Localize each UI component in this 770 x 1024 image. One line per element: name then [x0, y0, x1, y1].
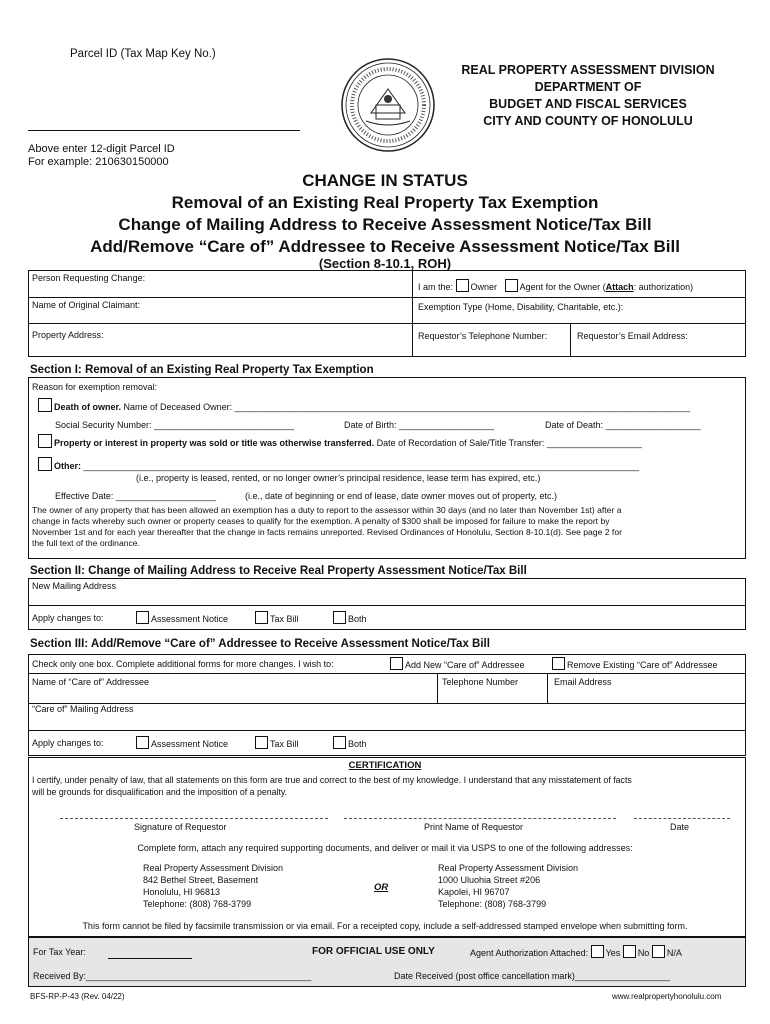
budget-fiscal: BUDGET AND FISCAL SERVICES — [489, 97, 687, 111]
reason-label: Reason for exemption removal: — [32, 382, 158, 392]
city-county: CITY AND COUNTY OF HONOLULU — [483, 114, 693, 128]
ssn-field[interactable]: Social Security Number: ____________________________ — [55, 420, 295, 430]
s3-both-label: Both — [348, 739, 367, 749]
effective-date-example: (i.e., date of beginning or end of lease, date owner moves out of property, etc.) — [245, 491, 558, 501]
care-of-phone-label: Telephone Number — [442, 677, 519, 687]
signature-label: Signature of Requestor — [134, 822, 227, 832]
property-address-label: Property Address: — [32, 330, 104, 340]
care-of-name-label: Name of “Care of” Addressee — [32, 677, 150, 687]
original-claimant-label: Name of Original Claimant: — [32, 300, 141, 310]
tax-year-field[interactable] — [108, 958, 192, 959]
s2-assessment-label: Assessment Notice — [151, 614, 229, 624]
tax-year-label: For Tax Year: — [33, 947, 86, 957]
new-mailing-address-label: New Mailing Address — [32, 581, 117, 591]
s2-both-checkbox[interactable] — [333, 611, 346, 624]
agent-checkbox[interactable] — [505, 279, 518, 292]
care-of-email-label: Email Address — [554, 677, 612, 687]
check-one-label: Check only one box. Complete additional forms for more changes. I wish to: — [32, 659, 334, 669]
address-kapolei: Real Property Assessment Division 1000 Uluohia Street #206 Kapolei, HI 96707 Telephone: (808) 768-3799 — [438, 863, 579, 909]
requestor-phone-label: Requestor’s Telephone Number: — [418, 331, 548, 341]
form-subtitle-3: Add/Remove “Care of” Addressee to Receive Assessment Notice/Tax Bill — [90, 237, 680, 256]
other-row: Other: _______________________________________________________________________________________________________________ — [38, 457, 639, 471]
sold-row: Property or interest in property was sold or title was otherwise transferred. Date of Recordation of Sale/Title Transfer: ___________________ — [38, 434, 642, 448]
remove-care-of-label: Remove Existing “Care of” Addressee — [567, 660, 718, 670]
add-care-of-checkbox[interactable] — [390, 657, 403, 670]
section-1-heading: Section I: Removal of an Existing Real Property Tax Exemption — [30, 364, 374, 376]
apply-changes-label: Apply changes to: — [32, 613, 104, 623]
or-label: OR — [374, 882, 389, 893]
exemption-type-label: Exemption Type (Home, Disability, Charitable, etc.): — [418, 302, 624, 312]
form-subtitle-2: Change of Mailing Address to Receive Assessment Notice/Tax Bill — [118, 215, 652, 234]
signature-line[interactable] — [60, 818, 328, 819]
official-use-label: FOR OFFICIAL USE ONLY — [312, 946, 435, 957]
division-name: REAL PROPERTY ASSESSMENT DIVISION — [461, 63, 715, 77]
s3-taxbill-checkbox[interactable] — [255, 736, 268, 749]
website-url[interactable]: www.realpropertyhonolulu.com — [612, 992, 722, 1001]
dod-field[interactable]: Date of Death: ___________________ — [545, 420, 701, 430]
s3-apply-label: Apply changes to: — [32, 738, 104, 748]
parcel-id-label: Parcel ID (Tax Map Key No.) — [70, 48, 216, 60]
parcel-id-note: Above enter 12-digit Parcel ID — [28, 143, 175, 155]
complete-form-text: Complete form, attach any required supporting documents, and deliver or mail it via USPS to one of the following addresses: — [137, 843, 633, 853]
iam-the-label: I am the: Owner Agent for the Owner (Attach: authorization) — [418, 279, 693, 292]
form-subtitle-1: Removal of an Existing Real Property Tax Exemption — [171, 193, 599, 212]
s2-taxbill-checkbox[interactable] — [255, 611, 268, 624]
certification-heading: CERTIFICATION — [348, 760, 422, 771]
s2-taxbill-label: Tax Bill — [270, 614, 299, 624]
received-by-field[interactable]: Received By:_____________________________________________ — [33, 971, 312, 981]
s2-assessment-checkbox[interactable] — [136, 611, 149, 624]
city-seal-icon — [338, 55, 438, 155]
death-checkbox[interactable] — [38, 398, 52, 412]
certification-text: I certify, under penalty of law, that all statements on this form are true and correct to the best of my knowledge. I understand that any misstatement of facts will be grounds for disqualification and the imposition of a penalty. — [32, 775, 632, 797]
auth-na-checkbox[interactable] — [652, 945, 665, 958]
agent-auth-row: Agent Authorization Attached: Yes No N/A — [470, 945, 682, 958]
auth-no-checkbox[interactable] — [623, 945, 636, 958]
no-fax-notice: This form cannot be filed by facsimile transmission or via email. For a receipted copy, include a self-addressed stamped envelope when submitting form. — [82, 921, 688, 931]
s2-both-label: Both — [348, 614, 367, 624]
sold-checkbox[interactable] — [38, 434, 52, 448]
section-3-heading: Section III: Add/Remove “Care of” Addressee to Receive Assessment Notice/Tax Bill — [30, 638, 490, 650]
s3-both-checkbox[interactable] — [333, 736, 346, 749]
owner-label: Owner — [470, 282, 498, 292]
parcel-id-example: For example: 210630150000 — [28, 156, 169, 168]
s3-assessment-label: Assessment Notice — [151, 739, 229, 749]
address-honolulu: Real Property Assessment Division 842 Bethel Street, Basement Honolulu, HI 96813 Telephone: (808) 768-3799 — [143, 863, 284, 909]
print-name-label: Print Name of Requestor — [424, 822, 524, 832]
person-requesting-label: Person Requesting Change: — [32, 273, 146, 283]
effective-date-field[interactable]: Effective Date: ____________________ — [55, 491, 216, 501]
add-care-of-label: Add New “Care of” Addressee — [405, 660, 525, 670]
care-of-mailing-label: “Care of” Mailing Address — [32, 704, 134, 714]
print-name-line[interactable] — [344, 818, 616, 819]
s3-taxbill-label: Tax Bill — [270, 739, 299, 749]
date-line[interactable] — [634, 818, 730, 819]
death-row: Death of owner. Name of Deceased Owner: ___________________________________________________________________________________________ — [38, 398, 690, 412]
date-label: Date — [670, 822, 690, 832]
dob-field[interactable]: Date of Birth: ___________________ — [344, 420, 495, 430]
other-example: (i.e., property is leased, rented, or no longer owner’s principal residence, lease term has expired, etc.) — [136, 473, 541, 483]
section-2-heading: Section II: Change of Mailing Address to Receive Real Property Assessment Notice/Tax Bill — [30, 565, 527, 577]
requestor-email-label: Requestor’s Email Address: — [577, 331, 688, 341]
remove-care-of-checkbox[interactable] — [552, 657, 565, 670]
section-reference: (Section 8-10.1, ROH) — [318, 256, 452, 271]
attach-label: Attach — [605, 282, 634, 292]
auth-yes-checkbox[interactable] — [591, 945, 604, 958]
department-of: DEPARTMENT OF — [534, 80, 642, 94]
duty-paragraph: The owner of any property that has been allowed an exemption has a duty to report to the assessor within 30 days (and no later than November 1st) after a change in facts whereby such owner or property ceases to qualify for the exemption. A penalty of $300 shall be imposed for failure to make the report by November 1st and for each year thereafter that the change in facts remains unreported. Revised Ordinances of Honolulu, Section 8-10.1(d). See page 2 for the full text of the ordinance. — [32, 505, 622, 548]
s3-assessment-checkbox[interactable] — [136, 736, 149, 749]
form-title: CHANGE IN STATUS — [302, 171, 468, 190]
form-number: BFS-RP-P-43 (Rev. 04/22) — [30, 992, 125, 1001]
date-received-field[interactable]: Date Received (post office cancellation mark)___________________ — [394, 971, 671, 981]
other-checkbox[interactable] — [38, 457, 52, 471]
owner-checkbox[interactable] — [456, 279, 469, 292]
parcel-id-field[interactable] — [28, 130, 300, 131]
